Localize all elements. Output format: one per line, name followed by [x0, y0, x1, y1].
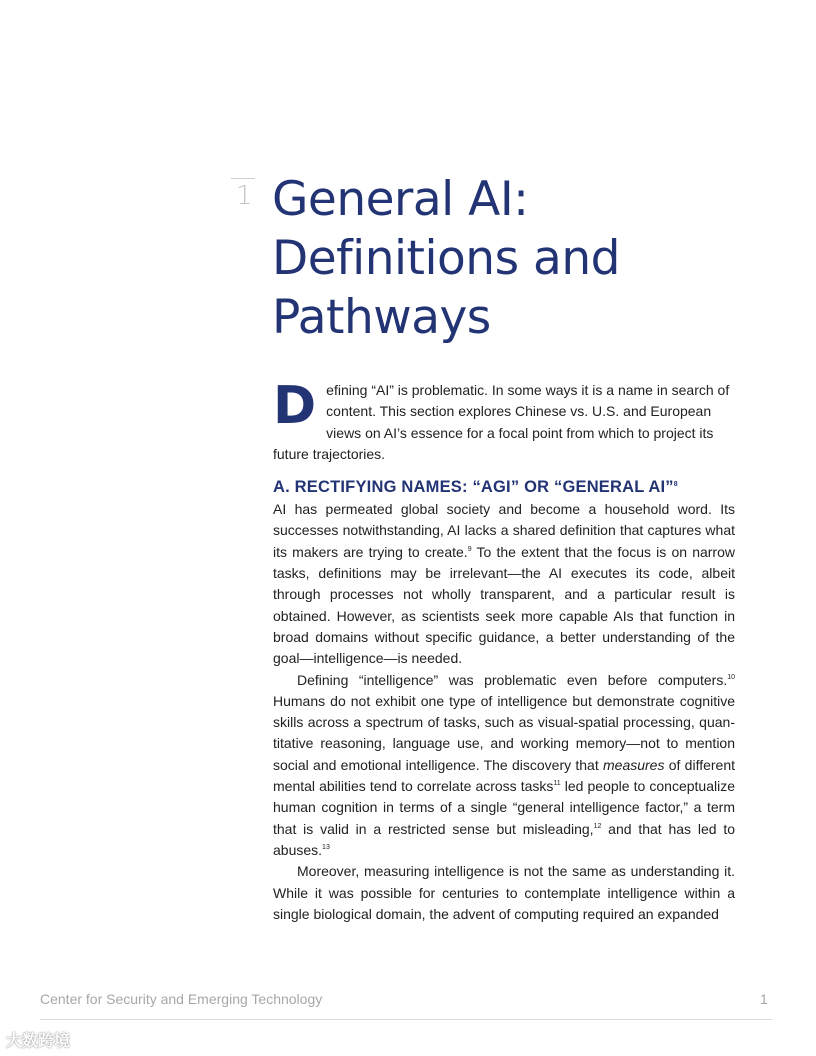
footnote-ref: 9: [467, 545, 472, 553]
body-paragraph: [273, 499, 735, 669]
chapter-title-line: Definitions and: [272, 231, 620, 286]
footnote-ref: 8: [673, 481, 678, 489]
footer-organization: Center for Security and Emerging Technology: [40, 991, 323, 1007]
footer-divider: [40, 1019, 772, 1020]
footnote-ref: 11: [553, 780, 561, 788]
footnote-ref: 12: [593, 822, 602, 830]
intro-paragraph: [273, 376, 735, 465]
body-paragraph: Moreover, measuring intelligence is not the same as understanding it. While it was possible for centuries to contemplate intelligence within a single biological domain, the advent of computing required an expanded: [273, 863, 735, 922]
paragraph-text: of different mental abilities tend to correlate across tasks: [273, 756, 736, 795]
footnote-ref: 10: [727, 673, 735, 681]
watermark-logo: 大数跨境: [6, 1033, 71, 1050]
chapter-title-line: Pathways: [272, 290, 491, 345]
chapter-title: [272, 170, 742, 347]
paragraph-text: Humans do not exhibit one type of intelligence but demonstrate cognitive skills across a spectrum of tasks, such as visual-spatial processing, quantitative reasoning, language use, and working memory—not to mention social and emotional intelligence. The discovery that: [273, 692, 735, 773]
paragraph-text: led people to conceptualize human cognition in terms of a single “general intelligence factor,” a term that is valid in a restricted sense but misleading,: [273, 778, 735, 837]
section-heading-text: A. RECTIFYING NAMES: “AGI” OR “GENERAL AI”: [273, 478, 674, 497]
body-paragraph: [273, 670, 735, 862]
intro-text: efining “AI” is problematic. In some ways it is a name in search of content. This section explores Chinese vs. U.S. and European views on AI’s essence for a focal point from which to project its future trajectories.: [273, 382, 730, 462]
emphasis-text: measures: [603, 756, 665, 773]
paragraph-text: Defining “intelligence” was problematic even before computers.: [297, 671, 728, 688]
paragraph-text: AI has permeated global society and become a household word. Its successes notwithstanding, AI lacks a shared definition that captures what its makers are trying to create.: [273, 501, 735, 560]
paragraph-text: and that has led to abuses.: [273, 820, 736, 858]
page-number: 1: [760, 991, 768, 1007]
chapter-number-rule: [231, 178, 255, 179]
paragraph-text: To the extent that the focus is on narrow tasks, definitions may be irrelevant—the AI executes its code, albeit through processes not wholly transparent, and a particular result is obtained. However, as scientists seek more capable AIs that function in broad domains without specific guidance, a better understanding of the goal—intelligence—is needed.: [273, 543, 735, 667]
chapter-title-line: General AI:: [272, 172, 529, 227]
footnote-ref: 13: [322, 843, 330, 851]
drop-cap: D: [273, 376, 317, 436]
body-column: [273, 376, 736, 925]
section-heading: [273, 475, 735, 499]
chapter-number: 1: [236, 181, 253, 211]
